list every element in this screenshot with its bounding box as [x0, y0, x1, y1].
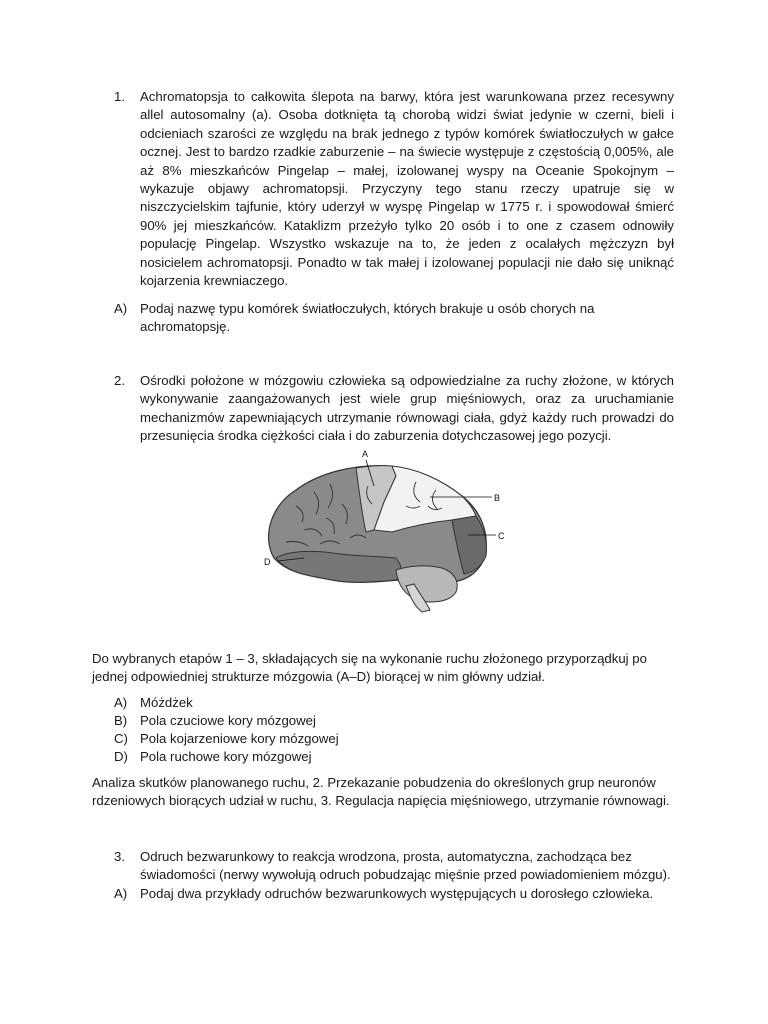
label-a: A [362, 449, 369, 459]
question-2-text: Ośrodki położone w mózgowiu człowieka są odpowiedzialne za ruchy złożone, w których wykonywanie zaangażowanych jest wiele grup mięśniowych, oraz za uruchamianie mechanizmów zapewniających utrzymanie równowagi ciała, gdyż każdy ruch prowadzi do przesunięcia środka ciężkości ciała i do zaburzenia dotychczasowej jego pozycji. [140, 373, 674, 444]
question-1 [114, 88, 674, 290]
cerebellum [396, 566, 457, 602]
option-d-text: Pola ruchowe kory mózgowej [140, 749, 312, 764]
question-3-text: Odruch bezwarunkowy to reakcja wrodzona, prosta, automatyczna, zachodząca bez świadomości (nerwy wywołują odruch pobudzając mięśnie przed powiadomieniem mózgu). [140, 849, 671, 883]
option-c-label: C) [114, 731, 128, 746]
option-a-label: A) [114, 695, 128, 710]
question-3-subtask-a [114, 885, 674, 903]
label-d: D [264, 557, 271, 567]
question-2-task: Do wybranych etapów 1 – 3, składających się na wykonanie ruchu złożonego przyporządkuj po jednej odpowiedniej strukturze mózgowia (A–D) biorącej w nim główny udział. [92, 651, 647, 685]
question-1a-label: A) [114, 301, 128, 316]
option-b-label: B) [114, 713, 128, 728]
question-1-subtask-a [114, 300, 674, 337]
question-2-stages: Analiza skutków planowanego ruchu, 2. Przekazanie pobudzenia do określonych grup neuronów rdzeniowych biorących udział w ruchu, 3. Regulacja napięcia mięśniowego, utrzymanie równowagi. [92, 775, 670, 809]
question-2 [114, 372, 674, 446]
brain-diagram [256, 446, 516, 614]
option-a-text: Móżdżek [140, 695, 193, 710]
question-1a-text: Podaj nazwę typu komórek światłoczułych, których brakuje u osób chorych na achromatopsję. [140, 301, 595, 335]
option-c-text: Pola kojarzeniowe kory mózgowej [140, 731, 339, 746]
brain-illustration [256, 446, 516, 614]
option-b [114, 712, 674, 730]
option-b-text: Pola czuciowe kory mózgowej [140, 713, 316, 728]
option-d [114, 748, 674, 766]
question-3 [114, 848, 674, 885]
question-3a-text: Podaj dwa przykłady odruchów bezwarunkowych występujących u dorosłego człowieka. [140, 886, 654, 901]
question-1-text: Achromatopsja to całkowita ślepota na barwy, która jest warunkowana przez recesywny allel autosomalny (a). Osoba dotknięta tą chorobą widzi świat jedynie w czerni, bieli i odcieniach szarości ze względu na brak jednego z typów komórek światłoczułych w gałce ocznej. Jest to bardzo rzadkie zaburzenie – na świecie występuje z częstością 0,005%, ale aż 8% mieszkańców Pingelap – małej, izolowanej wyspy na Oceanie Spokojnym – wykazuje objawy achromatopsji. Przyczyny tego stanu rzeczy upatruje się w niszczycielskim tajfunie, który uderzył w wyspę Pingelap w 1775 r. i spowodował śmierć 90% jej mieszkańców. Kataklizm przeżyło tylko 20 osób i to one z czasem odnowiły populację Pingelap. Wszystko wskazuje na to, że jeden z ocalałych mężczyzn był nosicielem achromatopsji. Ponadto w tak małej i izolowanej populacji nie dało się uniknąć kojarzenia krewniaczego. [140, 89, 674, 289]
question-1-number: 1. [114, 89, 125, 104]
option-c [114, 730, 674, 748]
option-a [114, 694, 674, 712]
label-c: C [498, 531, 505, 541]
option-d-label: D) [114, 749, 128, 764]
question-3-number: 3. [114, 849, 125, 864]
question-3a-label: A) [114, 886, 128, 901]
label-b: B [494, 493, 501, 503]
question-2-number: 2. [114, 373, 125, 388]
